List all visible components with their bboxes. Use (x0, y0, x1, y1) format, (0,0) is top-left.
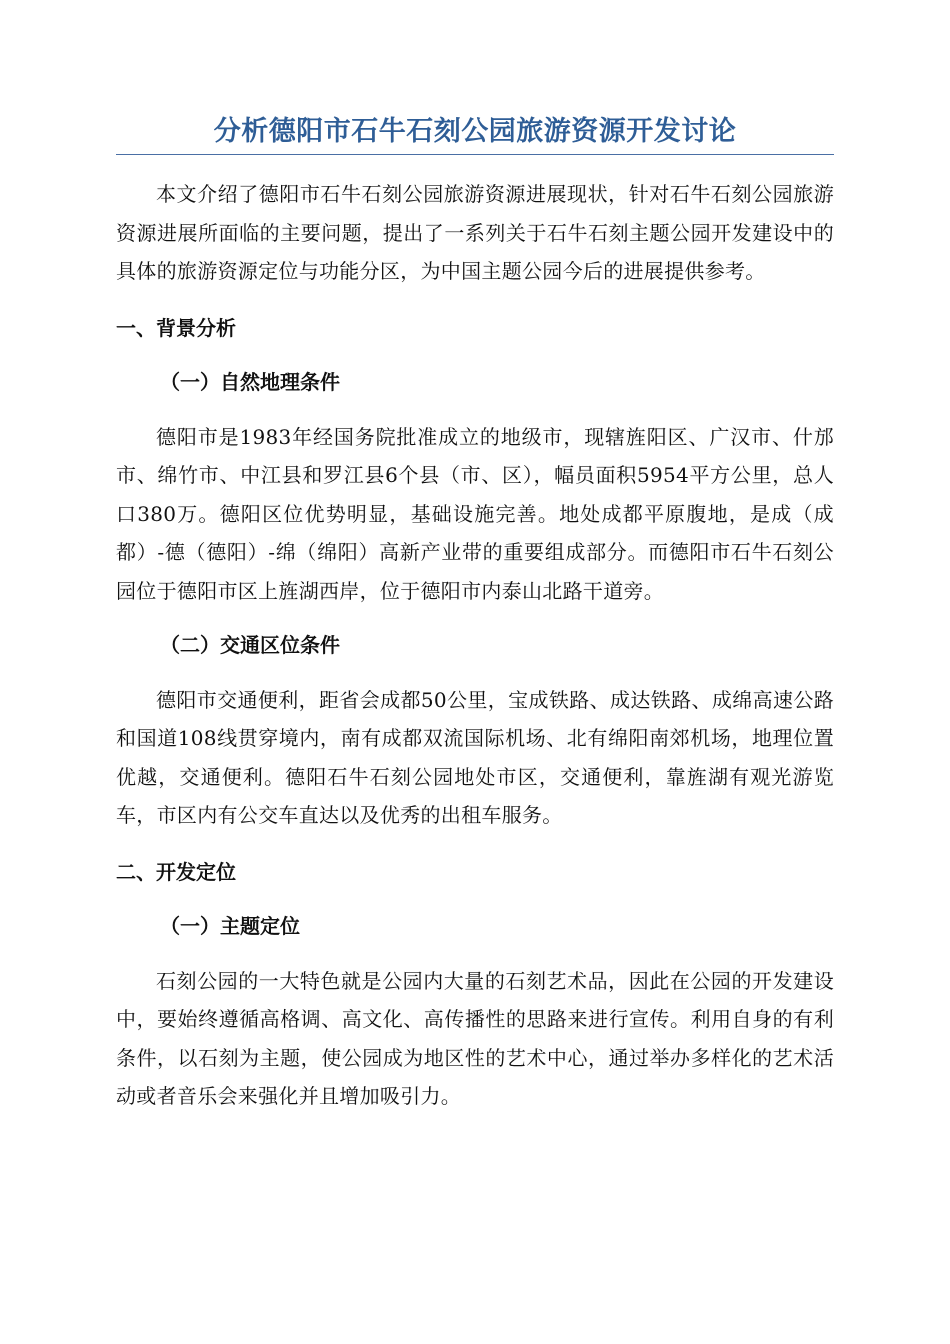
subsection-heading-natural-geography: （一）自然地理条件 (160, 370, 340, 394)
paragraph-theme: 石刻公园的一大特色就是公园内大量的石刻艺术品，因此在公园的开发建设中，要始终遵循高格调、高文化、高传播性的思路来进行宣传。利用自身的有利条件，以石刻为主题，使公园成为地区性的艺术中心，通过举办多样化的艺术活动或者音乐会来强化并且增加吸引力。 (116, 968, 834, 1108)
section-heading-positioning: 二、开发定位 (116, 859, 236, 884)
subsection-heading-transport: （二）交通区位条件 (160, 633, 340, 657)
paragraph-natural-geography: 德阳市是1983年经国务院批准成立的地级市，现辖旌阳区、广汉市、什邡市、绵竹市、中江县和罗江县6个县（市、区），幅员面积5954平方公里，总人口380万。德阳区位优势明显，基础设施完善。地处成都平原腹地，是成（成都）-德（德阳）-绵（绵阳）高新产业带的重要组成部分。而德阳市石牛石刻公园位于德阳市区上旌湖西岸，位于德阳市内泰山北路干道旁。 (116, 424, 834, 603)
section-heading-background: 一、背景分析 (116, 315, 236, 340)
subsection-heading-theme: （一）主题定位 (160, 914, 300, 938)
document-page (116, 112, 834, 1116)
abstract-paragraph: 本文介绍了德阳市石牛石刻公园旅游资源进展现状，针对石牛石刻公园旅游资源进展所面临的主要问题，提出了一系列关于石牛石刻主题公园开发建设中的具体的旅游资源定位与功能分区，为中国主题公园今后的进展提供参考。 (116, 182, 834, 283)
paragraph-transport: 德阳市交通便利，距省会成都50公里，宝成铁路、成达铁路、成绵高速公路和国道108线贯穿境内，南有成都双流国际机场、北有绵阳南郊机场，地理位置优越，交通便利。德阳石牛石刻公园地处市区，交通便利，靠旌湖有观光游览车，市区内有公交车直达以及优秀的出租车服务。 (116, 687, 834, 827)
document-title: 分析德阳市石牛石刻公园旅游资源开发讨论 (116, 112, 834, 155)
